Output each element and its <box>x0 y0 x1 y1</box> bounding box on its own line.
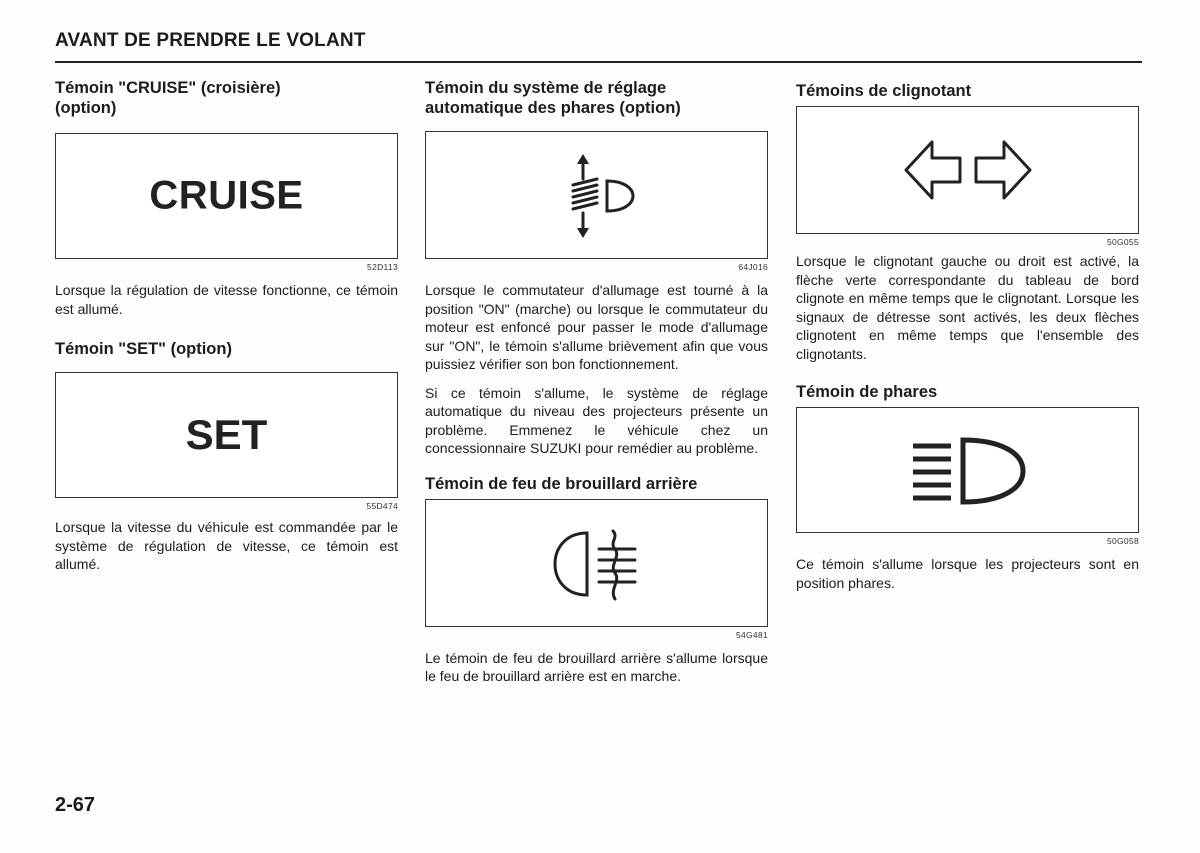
turn-signal-arrows-icon <box>898 130 1038 210</box>
turn-signal-description: Lorsque le clignotant gauche ou droit est activé, la flèche verte correspondante du tableau de bord clignote en même temps que le clignotant. Lorsque les signaux de détresse sont activés, les deux flèches clignotent en même temps que l'ensemble des clignotants. <box>796 253 1139 362</box>
rear-fog-indicator-box <box>425 499 768 627</box>
turn-signal-figure-code: 50G055 <box>1106 237 1139 247</box>
rear-fog-lamp-icon <box>543 519 653 609</box>
high-beam-description: Ce témoin s'allume lorsque les projecteurs sont en position phares. <box>796 556 1139 591</box>
high-beam-indicator-box <box>796 407 1139 533</box>
leveling-indicator-box <box>425 131 768 259</box>
rear-fog-figure-code: 54G481 <box>735 629 768 640</box>
leveling-description-1: Lorsque le commutateur d'allumage est tourné à la position "ON" (marche) ou lorsque le commutateur du moteur est enfoncé pour passer le mode d'allumage sur "ON", le témoin s'allume brièvement afin que vous puissiez vérifier son bon fonctionnement. <box>425 282 768 372</box>
turn-signal-title: Témoins de clignotant <box>796 82 972 100</box>
leveling-title: Témoin du système de réglage automatique des phares (option) <box>425 79 681 117</box>
turn-signal-indicator-box <box>796 106 1139 234</box>
high-beam-figure-code: 50G058 <box>1106 536 1139 546</box>
set-indicator-box <box>55 372 398 498</box>
rear-fog-title: Témoin de feu de brouillard arrière <box>425 474 698 493</box>
cruise-figure-code: 52D113 <box>367 262 398 272</box>
rear-fog-description: Le témoin de feu de brouillard arrière s'allume lorsque le feu de brouillard arrière est en marche. <box>425 649 768 684</box>
set-figure-code: 55D474 <box>366 501 398 511</box>
cruise-description: Lorsque la régulation de vitesse fonctionne, ce témoin est allumé. <box>55 282 398 317</box>
cruise-indicator-box <box>55 133 398 259</box>
column-2 <box>425 78 768 686</box>
leveling-figure-code: 64J016 <box>738 262 768 272</box>
set-description: Lorsque la vitesse du véhicule est commandée par le système de régulation de vitesse, ce témoin est allumé. <box>55 519 398 572</box>
headlamp-leveling-icon <box>553 151 643 241</box>
cruise-title: Témoin "CRUISE" (croisière) (option) <box>55 79 281 117</box>
page-number: 2-67 <box>55 794 96 816</box>
cruise-indicator-label: CRUISE <box>149 173 304 218</box>
page-header: AVANT DE PRENDRE LE VOLANT <box>55 30 366 51</box>
high-beam-icon <box>903 426 1033 516</box>
high-beam-title: Témoin de phares <box>796 383 938 401</box>
leveling-description-2: Si ce témoin s'allume, le système de réglage automatique du niveau des projecteurs présente un problème. Emmenez le véhicule chez un concessionnaire SUZUKI pour remédier au problème. <box>425 384 768 456</box>
header-rule <box>55 61 1142 63</box>
column-1 <box>55 78 398 574</box>
column-3 <box>796 78 1139 592</box>
set-indicator-label: SET <box>185 411 268 458</box>
set-title: Témoin "SET" (option) <box>55 340 232 358</box>
